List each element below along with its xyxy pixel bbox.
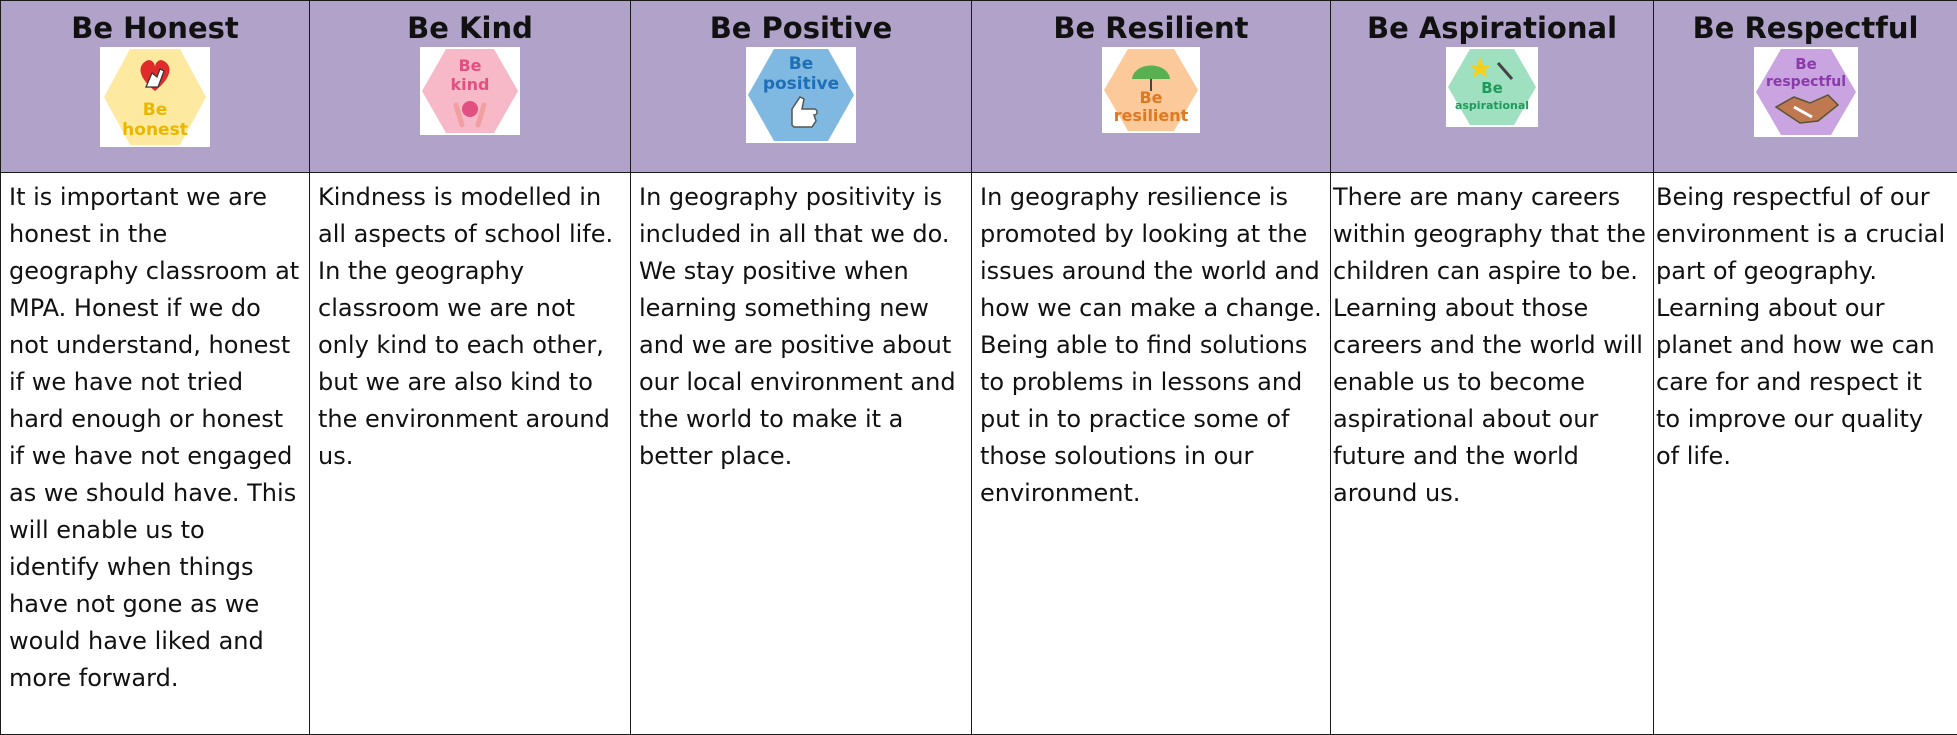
description-row <box>1 173 1957 735</box>
column-title: Be Aspirational <box>1331 11 1653 45</box>
aspirational-description: There are many careers within geography that the children can aspire to be. Learning about those careers and the world will enable us to become aspirational about our future and the world around us. <box>1331 173 1654 735</box>
badge-bottom-text: aspirational <box>1455 99 1529 112</box>
badge-top-text: Be <box>789 54 814 74</box>
header-cell-kind <box>310 1 631 173</box>
badge-bottom-text: honest <box>122 120 188 140</box>
respectful-description: Being respectful of our environment is a crucial part of geography. Learning about our planet and how we can care for and respect it to improve our quality of life. <box>1654 173 1957 735</box>
kind-badge-icon <box>420 47 520 135</box>
positive-description: In geography positivity is included in all that we do. We stay positive when learning something new and we are positive about our local environment and the world to make it a better place. <box>631 173 972 735</box>
badge-bottom-text: positive <box>763 74 839 94</box>
aspirational-badge-icon <box>1446 47 1538 127</box>
respectful-badge-icon <box>1754 47 1858 137</box>
badge-top-text: Be <box>1795 55 1817 73</box>
badge-top-text: Be <box>1481 79 1503 97</box>
column-title: Be Positive <box>631 11 971 45</box>
honest-description: It is important we are honest in the geography classroom at MPA. Honest if we do not understand, honest if we have not tried hard enough or honest if we have not engaged as we should have. This will enable us to identify when things have not gone as we would have liked and more forward. <box>1 173 310 735</box>
badge-top-text: Be <box>1139 88 1162 107</box>
column-title: Be Honest <box>1 11 309 45</box>
column-title: Be Respectful <box>1654 11 1957 45</box>
badge-top-text: Be <box>143 100 168 120</box>
badge-bottom-text: resilient <box>1114 106 1189 125</box>
badge-bottom-text: respectful <box>1765 74 1845 90</box>
header-row <box>1 1 1957 173</box>
kind-description: Kindness is modelled in all aspects of school life. In the geography classroom we are not only kind to each other, but we are also kind to the environment around us. <box>310 173 631 735</box>
column-title: Be Resilient <box>972 11 1330 45</box>
honest-badge-icon <box>100 47 210 147</box>
header-cell-positive <box>631 1 972 173</box>
column-title: Be Kind <box>310 11 630 45</box>
positive-badge-icon <box>746 47 856 143</box>
header-cell-aspirational <box>1331 1 1654 173</box>
resilient-badge-icon <box>1102 47 1200 133</box>
badge-top-text: Be <box>458 56 481 75</box>
badge-bottom-text: kind <box>451 75 490 94</box>
resilient-description: In geography resilience is promoted by looking at the issues around the world and how we can make a change. Being able to find solutions to problems in lessons and put in to practice some of those soloutions in our environment. <box>972 173 1331 735</box>
header-cell-honest <box>1 1 310 173</box>
header-cell-respectful <box>1654 1 1957 173</box>
header-cell-resilient <box>972 1 1331 173</box>
